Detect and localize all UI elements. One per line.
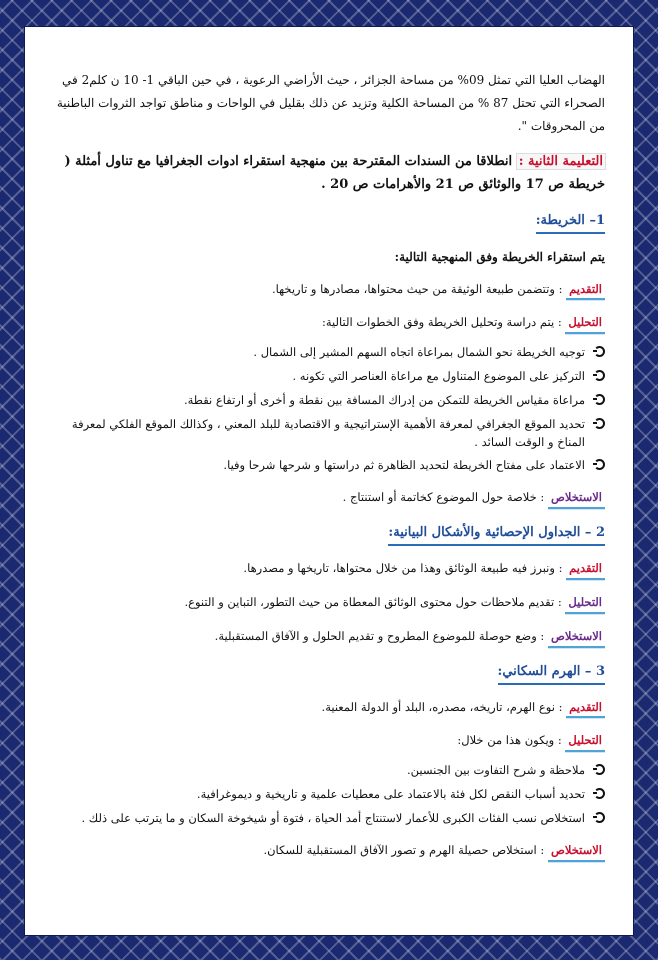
list-item: تحديد الموقع الجغرافي لمعرفة الأهمية الإستراتيجية و الاقتصادية للبلد المعني ، وكذالك الموقع الفلكي لمعرفة المناخ و الوقت السائد .	[43, 416, 605, 452]
tables-analysis-row	[43, 594, 605, 614]
bullet-icon	[594, 764, 605, 775]
map-bullet-list	[43, 344, 605, 475]
list-item: الاعتماد على مفتاح الخريطة لتحديد الظاهرة ثم دراستها و شرحها شرحا وفيا.	[43, 457, 605, 475]
map-analysis-row	[43, 314, 605, 334]
tables-intro-label: التقديم	[566, 560, 605, 580]
pyramid-intro-row	[43, 699, 605, 719]
list-item: ملاحظة و شرح التفاوت بين الجنسين.	[43, 762, 605, 780]
map-conclusion-row	[43, 489, 605, 509]
bullet-icon	[594, 459, 605, 470]
bullet-icon	[594, 370, 605, 381]
section-heading-map: 1– الخريطة:	[536, 211, 605, 234]
task-text: انطلاقا من السندات المقترحة بين منهجية استقراء ادوات الجغرافيا مع تناول أمثلة ( خريطة ص 17 والوثائق ص 21 والأهرامات ص 20 .	[64, 154, 605, 193]
task-label: التعليمة الثانية :	[518, 154, 603, 170]
tables-intro-text: : ونبرز فيه طبيعة الوثائق وهذا من خلال محتواها، تاريخها و مصدرها.	[243, 561, 563, 576]
list-item: تحديد أسباب النقص لكل فئة بالاعتماد على معطيات علمية و تاريخية و ديموغرافية.	[43, 786, 605, 804]
pyramid-intro-text: : نوع الهرم، تاريخه، مصدره، البلد أو الدولة المعنية.	[321, 699, 563, 714]
tables-analysis-text: : تقديم ملاحظات حول محتوى الوثائق المعطاة من حيث التطور، التباين و التنوع.	[184, 594, 562, 609]
pyramid-conclusion-row	[43, 842, 605, 862]
pyramid-analysis-row	[43, 732, 605, 752]
map-intro-label: التقديم	[566, 281, 605, 301]
bullet-icon	[594, 812, 605, 823]
pyramid-bullet-list	[43, 762, 605, 827]
pyramid-analysis-label: التحليل	[565, 732, 605, 752]
map-subtitle: يتم استقراء الخريطة وفق المنهجية التالية:	[394, 250, 605, 265]
list-item: مراعاة مقياس الخريطة للتمكن من إدراك المسافة بين نقطة و أخرى أو ارتفاع نقطة.	[43, 392, 605, 410]
intro-paragraph: الهضاب العليا التي تمثل 09% من مساحة الجزائر ، حيث الأراضي الرعوية ، في حين الباقي 1- 10 ن كلم2 في الصحراء التي تحتل 87 % من المساحة الكلية وتزيد عن ذلك بقليل في الواحات و مناطق تواجد الثروات الباطنية من المحروقات ".	[56, 73, 605, 133]
tables-conclusion-label: الاستخلاص	[548, 628, 605, 648]
map-conclusion-text: : خلاصة حول الموضوع كخاتمة أو استنتاج .	[342, 490, 545, 505]
bullet-icon	[594, 346, 605, 357]
map-analysis-label: التحليل	[565, 314, 605, 334]
bullet-icon	[594, 788, 605, 799]
map-intro-row	[43, 281, 605, 301]
pyramid-conclusion-label: الاستخلاص	[548, 842, 605, 862]
tables-conclusion-text: : وضع حوصلة للموضوع المطروح و تقديم الحلول و الآفاق المستقبلية.	[214, 628, 545, 643]
section-heading-pyramid: 3 – الهرم السكاني:	[498, 662, 605, 685]
pyramid-intro-label: التقديم	[566, 699, 605, 719]
list-item: استخلاص نسب الفئات الكبرى للأعمار لاستنتاج أمد الحياة ، فتوة أو شيخوخة السكان و ما يترتب على ذلك .	[43, 810, 605, 828]
list-item: التركيز على الموضوع المتناول مع مراعاة العناصر التي تكونه .	[43, 368, 605, 386]
list-item: توجيه الخريطة نحو الشمال بمراعاة اتجاه السهم المشير إلى الشمال .	[43, 344, 605, 362]
pyramid-analysis-text: : ويكون هذا من خلال:	[457, 733, 562, 748]
tables-conclusion-row	[43, 628, 605, 648]
pyramid-conclusion-text: : استخلاص حصيلة الهرم و تصور الآفاق المستقبلية للسكان.	[263, 842, 545, 857]
task-instruction	[43, 151, 605, 197]
map-conclusion-label: الاستخلاص	[548, 489, 605, 509]
tables-analysis-label: التحليل	[565, 594, 605, 614]
bullet-icon	[594, 418, 605, 429]
tables-intro-row	[43, 560, 605, 580]
map-intro-text: : وتتضمن طبيعة الوثيقة من حيث محتواها، مصادرها و تاريخها.	[271, 281, 563, 296]
section-heading-tables: 2 – الجداول الإحصائية والأشكال البيانية:	[388, 523, 605, 546]
document-page	[24, 26, 634, 936]
bullet-icon	[594, 394, 605, 405]
map-analysis-text: : يتم دراسة وتحليل الخريطة وفق الخطوات التالية:	[322, 315, 562, 330]
